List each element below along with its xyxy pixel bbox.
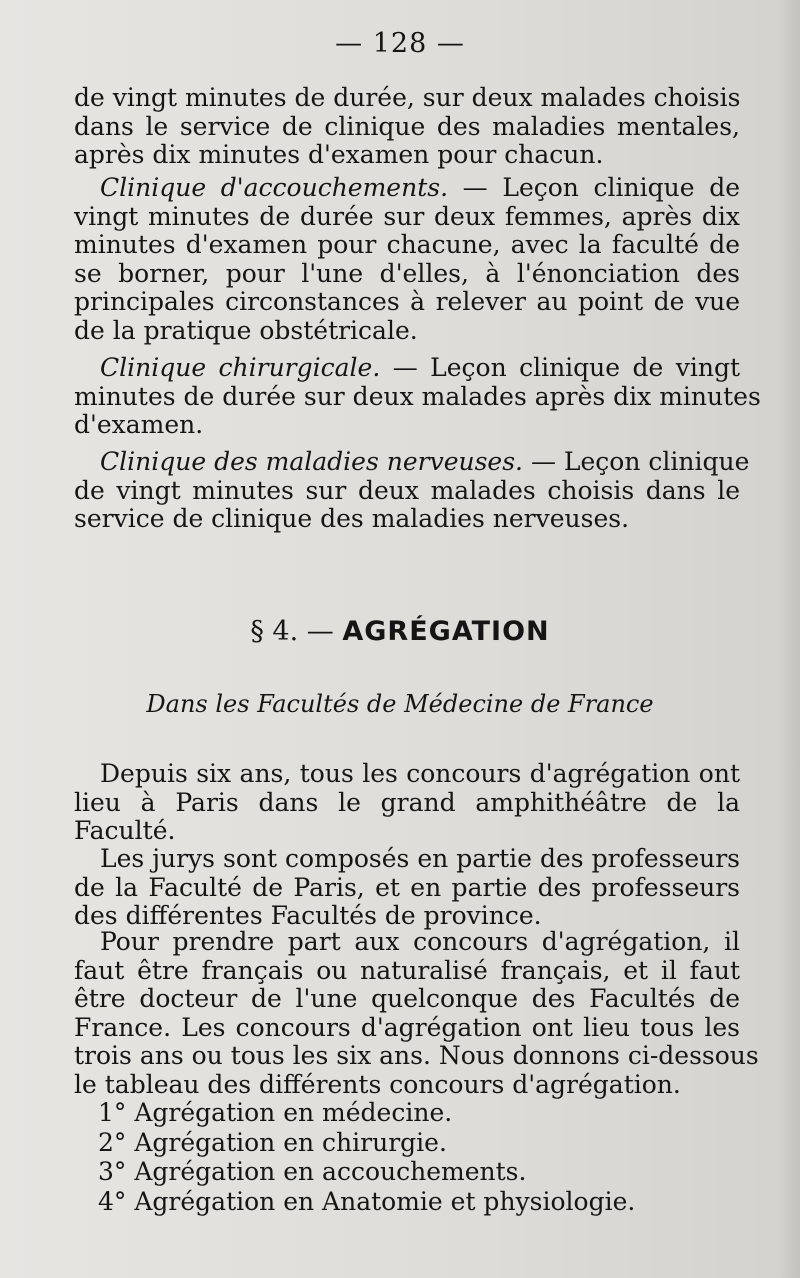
page-number: — 128 — — [335, 28, 465, 59]
paragraph-lead: Clinique chirurgicale. — [100, 353, 381, 382]
paragraph-concours-paris — [74, 760, 740, 846]
text-fragment: — Leçon clinique de vingt — [380, 353, 740, 382]
text-line: le tableau des différents concours d'agrégation. — [74, 1069, 681, 1099]
paragraph-lead: Clinique des maladies nerveuses. — [100, 447, 523, 476]
text-line: service de clinique des maladies nerveuses. — [74, 504, 630, 533]
text-fragment: — Leçon clinique de — [448, 173, 740, 202]
paragraph-nervous-clinic — [74, 447, 750, 534]
section-title: AGRÉGATION — [342, 616, 550, 647]
paragraph-lead: Clinique d'accouchements. — [100, 173, 449, 202]
text-line: faut être français ou naturalisé français, et il faut — [74, 955, 740, 985]
text-line: de vingt minutes sur deux malades choisis dans le — [74, 475, 740, 505]
agregation-list — [98, 1098, 635, 1216]
paragraph-conditions — [74, 927, 759, 1099]
text-line: minutes d'examen pour chacune, avec la faculté de — [74, 230, 740, 259]
text-line: de vingt minutes de durée, sur deux malades choisis — [74, 83, 741, 112]
text-line: de la Faculté de Paris, et en partie des professeurs — [74, 872, 740, 902]
text-line: vingt minutes de durée sur deux femmes, après dix — [74, 201, 740, 231]
text-line: principales circonstances à relever au point de vue — [74, 287, 740, 316]
text-line: France. Les concours d'agrégation ont lieu tous les — [74, 1012, 740, 1042]
text-line: être docteur de l'une quelconque des Facultés de — [74, 984, 740, 1013]
list-item: 1° Agrégation en médecine. — [98, 1098, 453, 1127]
list-item: 4° Agrégation en Anatomie et physiologie. — [98, 1186, 636, 1216]
text-line: Depuis six ans, tous les concours d'agrégation ont — [100, 759, 740, 788]
text-line: Faculté. — [74, 816, 176, 845]
text-line: lieu à Paris dans le grand amphithéâtre de la — [74, 787, 740, 817]
text-fragment: — Leçon clinique — [523, 447, 750, 476]
paragraph-obstetric-clinic — [74, 174, 740, 345]
section-heading — [0, 616, 800, 647]
text-line: des différentes Facultés de province. — [74, 901, 542, 930]
paragraph-mental-clinic — [74, 84, 740, 170]
paragraph-surgical-clinic — [74, 353, 761, 440]
section-subtitle: Dans les Facultés de Médecine de France — [146, 690, 654, 718]
section-number: § 4. — — [250, 616, 343, 647]
text-line: minutes de durée sur deux malades après dix minutes — [74, 381, 761, 411]
text-line: dans le service de clinique des maladies mentales, — [74, 111, 740, 141]
text-line: de la pratique obstétricale. — [74, 315, 418, 345]
text-line: d'examen. — [74, 410, 204, 439]
text-line — [74, 447, 750, 477]
paragraph-jurys — [74, 845, 740, 931]
text-line: Pour prendre part aux concours d'agrégation, il — [100, 927, 740, 956]
text-line: se borner, pour l'une d'elles, à l'énonciation des — [74, 258, 740, 288]
list-item: 3° Agrégation en accouchements. — [98, 1157, 527, 1186]
text-line — [74, 174, 740, 203]
text-line — [74, 354, 740, 383]
text-line: trois ans ou tous les six ans. Nous donnons ci-dessous — [74, 1041, 759, 1070]
text-line: Les jurys sont composés en partie des professeurs — [100, 844, 740, 873]
text-line: après dix minutes d'examen pour chacun. — [74, 140, 604, 169]
list-item: 2° Agrégation en chirurgie. — [98, 1127, 447, 1157]
